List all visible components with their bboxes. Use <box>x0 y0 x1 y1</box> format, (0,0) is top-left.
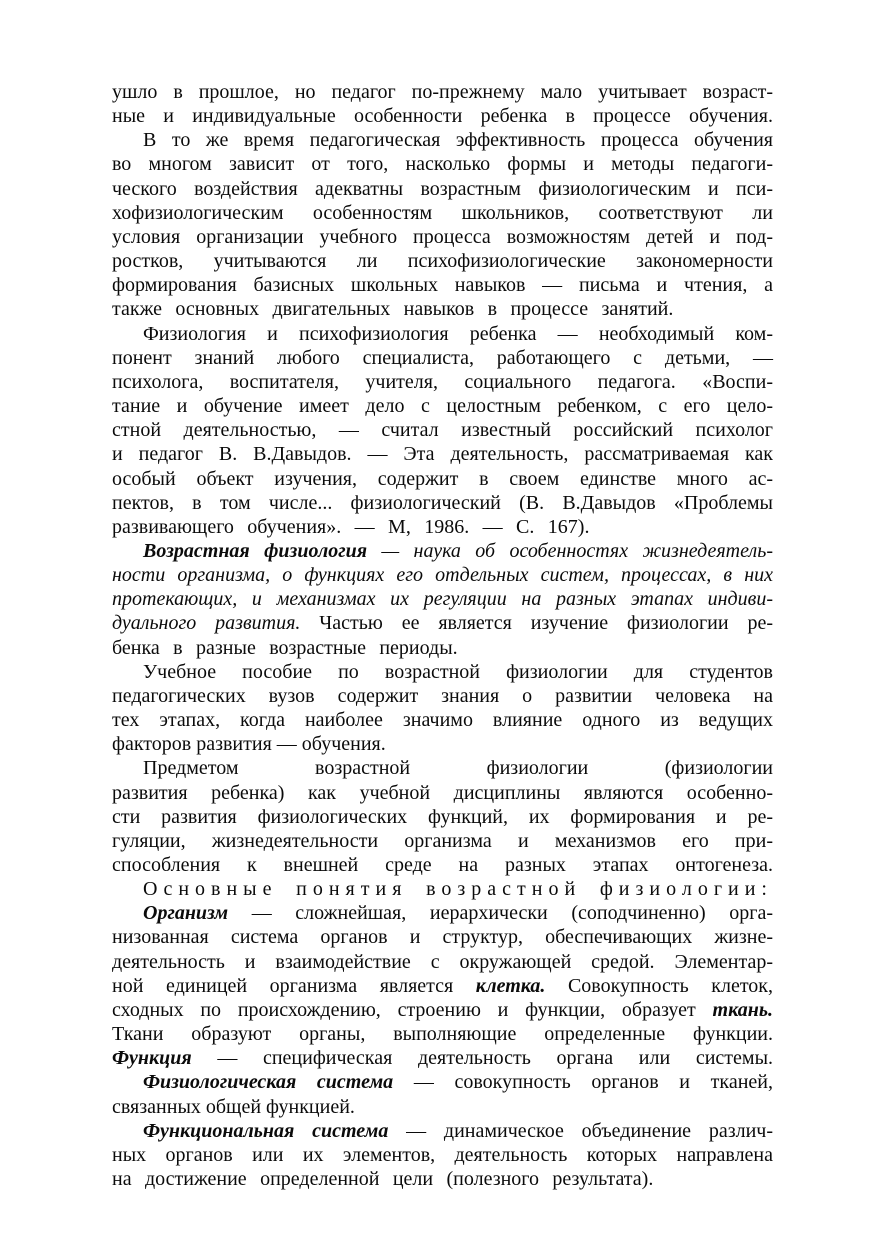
text-line <box>112 1119 773 1143</box>
text-segment-regular: и педагог В. В.Давыдов. — Эта деятельность, рассматриваемая как <box>112 443 773 466</box>
text-segment-regular: ческого воздействия адекватны возрастным физиологическим и пси- <box>112 177 773 200</box>
text-line <box>112 201 773 225</box>
text-segment-regular: В то же время педагогическая эффективность процесса обучения <box>143 129 773 152</box>
text-segment-regular: — сложнейшая, иерархически (соподчиненно) орга- <box>251 902 773 925</box>
text-segment-italic: протекающих, и механизмах их регуляции на разных этапах индиви- <box>112 588 773 611</box>
text-line <box>112 128 773 152</box>
text-segment-regular: Физиология и психофизиология ребенка — необходимый ком- <box>143 322 773 345</box>
text-line <box>112 322 773 346</box>
definition-organism <box>112 901 773 1046</box>
text-segment-regular: психолога, воспитателя, учителя, социального педагога. «Воспи- <box>112 370 773 393</box>
text-line <box>112 877 773 901</box>
text-line <box>112 467 773 491</box>
text-segment-regular: гуляции, жизнедеятельности организма и механизмов его при- <box>112 829 773 852</box>
text-segment-regular: — динамическое объединение различ- <box>406 1119 774 1142</box>
text-segment-regular: во многом зависит от того, насколько формы и методы педагоги- <box>112 153 773 176</box>
text-line <box>112 1167 773 1191</box>
text-segment-regular: понент знаний любого специалиста, работающего с детьми, — <box>112 346 773 369</box>
text-segment-regular: условия организации учебного процесса возможностям детей и под- <box>112 225 773 248</box>
definition-function <box>112 1046 773 1070</box>
text-line <box>112 152 773 176</box>
text-segment-regular: — совокупность органов и тканей, <box>413 1071 773 1094</box>
text-line <box>112 104 773 128</box>
text-line <box>112 1143 773 1167</box>
text-line <box>112 611 773 635</box>
text-line <box>112 1046 773 1070</box>
text-line <box>112 1070 773 1094</box>
text-segment-bold-italic: клетка. <box>475 974 568 997</box>
text-block <box>112 80 773 1191</box>
paragraph-pedagogical-effectiveness <box>112 128 773 321</box>
text-segment-regular: низованная система органов и структур, обеспечивающих жизне- <box>112 926 773 949</box>
paragraph-subject <box>112 756 773 877</box>
text-segment-regular: ной единицей организма является <box>112 974 476 997</box>
text-segment-italic: — наука об особенностях жизнедеятель- <box>381 539 773 562</box>
text-line <box>112 781 773 805</box>
text-line <box>112 901 773 925</box>
text-line <box>112 442 773 466</box>
text-segment-regular: также основных двигательных навыков в процессе занятий. <box>112 298 674 321</box>
text-line <box>112 177 773 201</box>
text-segment-regular: Совокупность клеток, <box>567 974 774 997</box>
text-segment-regular: Предметом возрастной физиологии (физиологии <box>143 757 773 780</box>
text-segment-regular: хофизиологическим особенностям школьников, соответствуют ли <box>112 201 773 224</box>
text-segment-regular: ушло в прошлое, но педагог по-прежнему мало учитывает возраст- <box>112 81 773 103</box>
text-line <box>112 636 773 660</box>
text-line <box>112 346 773 370</box>
text-line <box>112 297 773 321</box>
text-line <box>112 1022 773 1046</box>
definition-age-physiology <box>112 539 773 660</box>
text-line <box>112 587 773 611</box>
text-line <box>112 998 773 1022</box>
text-segment-regular: пектов, в том числе... физиологический (В. В.Давыдов «Проблемы <box>112 491 773 514</box>
text-line <box>112 829 773 853</box>
text-segment-regular: факторов развития — обучения. <box>112 733 386 756</box>
text-segment-regular: ростков, учитываются ли психофизиологические закономерности <box>112 250 773 273</box>
text-segment-bold-italic: Функция <box>112 1047 218 1070</box>
text-segment-regular: сходных по происхождению, строению и функции, образует <box>112 998 713 1021</box>
text-segment-regular: Учебное пособие по возрастной физиологии для студентов <box>143 660 773 683</box>
text-line <box>112 805 773 829</box>
text-line <box>112 249 773 273</box>
paragraph-physiology-component <box>112 322 773 539</box>
text-line <box>112 660 773 684</box>
text-line <box>112 418 773 442</box>
text-segment-regular: сти развития физиологических функций, их формирования и ре- <box>112 805 773 828</box>
text-segment-regular: Ткани образуют органы, выполняющие определенные функции. <box>112 1023 773 1046</box>
text-segment-regular: формирования базисных школьных навыков — письма и чтения, а <box>112 274 773 297</box>
text-segment-regular: связанных общей функцией. <box>112 1095 355 1118</box>
text-line <box>112 974 773 998</box>
heading-basic-concepts <box>112 877 773 901</box>
text-line <box>112 853 773 877</box>
text-line <box>112 1095 773 1119</box>
text-line <box>112 394 773 418</box>
text-line <box>112 732 773 756</box>
text-line <box>112 756 773 780</box>
text-segment-regular: тание и обучение имеет дело с целостным ребенком, с его цело- <box>112 395 773 418</box>
text-segment-italic: ности организма, о функциях его отдельных систем, процессах, в них <box>112 564 773 587</box>
text-segment-regular: — специфическая деятельность органа или системы. <box>217 1047 774 1070</box>
text-line <box>112 273 773 297</box>
text-line <box>112 515 773 539</box>
text-segment-bold-italic: Функциональная система <box>143 1119 407 1142</box>
text-segment-regular: способления к внешней среде на разных этапах онтогенеза. <box>112 854 773 876</box>
text-line <box>112 563 773 587</box>
text-segment-regular: ные и индивидуальные особенности ребенка в процессе обучения. <box>112 105 773 128</box>
text-line <box>112 370 773 394</box>
text-line <box>112 491 773 515</box>
text-segment-regular: на достижение определенной цели (полезного результата). <box>112 1168 654 1191</box>
text-segment-bold-italic: Организм <box>143 902 252 925</box>
text-segment-regular: тех этапах, когда наиболее значимо влияние одного из ведущих <box>112 709 773 732</box>
text-line <box>112 80 773 104</box>
text-segment-bold-italic: ткань. <box>712 998 773 1021</box>
text-segment-italic: дуального развития. <box>112 612 320 635</box>
text-segment-regular: деятельность и взаимодействие с окружающей средой. Элементар- <box>112 950 773 973</box>
text-segment-regular: особый объект изучения, содержит в своем единстве много ас- <box>112 467 773 490</box>
text-line <box>112 539 773 563</box>
text-segment-regular: ных органов или их элементов, деятельность которых направлена <box>112 1143 773 1166</box>
text-line <box>112 950 773 974</box>
text-segment-bold-italic: Физиологическая система <box>143 1071 414 1094</box>
paragraph-continuation <box>112 80 773 128</box>
definition-functional-system <box>112 1119 773 1191</box>
text-line <box>112 684 773 708</box>
text-line <box>112 925 773 949</box>
paragraph-textbook <box>112 660 773 757</box>
text-segment-regular: педагогических вузов содержит знания о развитии человека на <box>112 684 773 707</box>
text-segment-regular: Частью ее является изучение физиологии ре- <box>319 612 773 635</box>
text-segment-regular: развивающего обучения». — М, 1986. — С. 167). <box>112 515 590 538</box>
text-segment-bold-italic: Возрастная физиология <box>143 539 382 562</box>
text-segment-regular: бенка в разные возрастные периоды. <box>112 636 458 659</box>
text-segment-regular: Основные понятия возрастной физиологии: <box>143 878 773 901</box>
text-line <box>112 225 773 249</box>
text-line <box>112 708 773 732</box>
definition-physiological-system <box>112 1070 773 1118</box>
text-segment-regular: стной деятельностью, — считал известный российский психолог <box>112 419 773 442</box>
text-segment-regular: развития ребенка) как учебной дисциплины являются особенно- <box>112 781 773 804</box>
